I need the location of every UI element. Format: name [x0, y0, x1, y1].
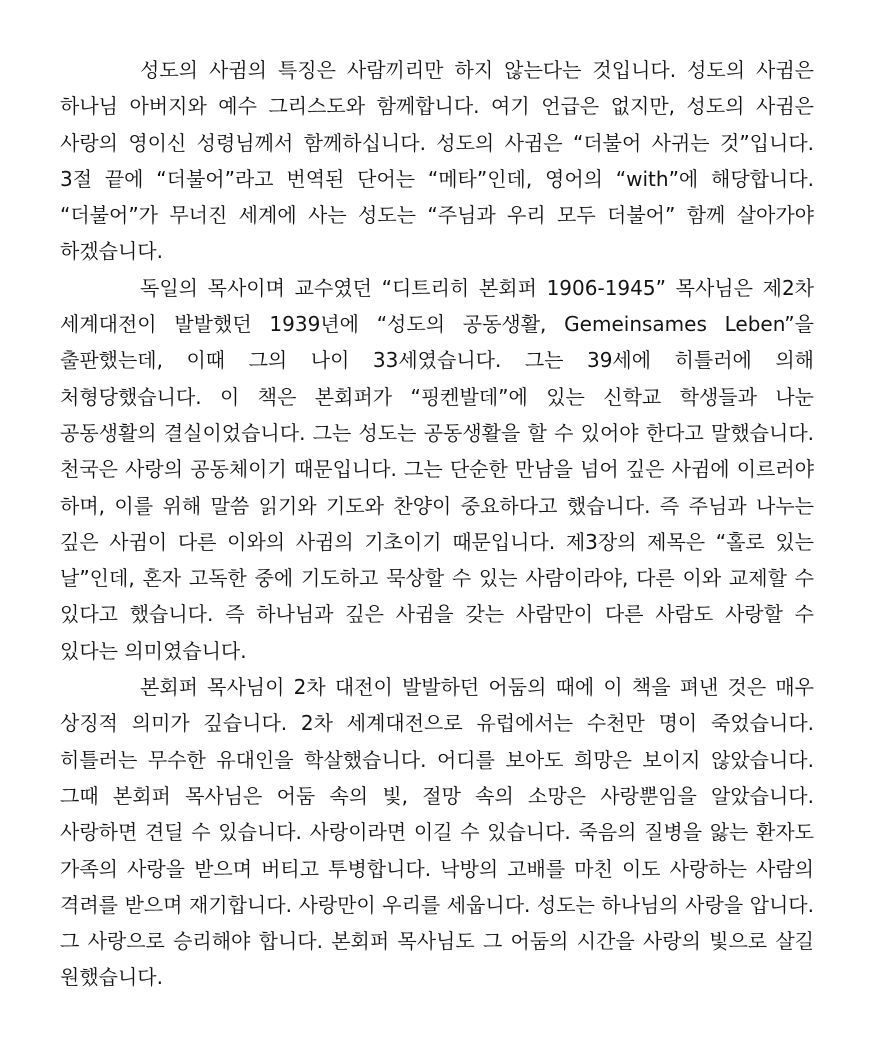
paragraph: 독일의 목사이며 교수였던 “디트리히 본회퍼 1906-1945” 목사님은 제2차 세계대전이 발발했던 1939년에 “성도의 공동생활, Gemeinsames Leben”을 출판했는데, 이때 그의 나이 33세였습니다. 그는 39세에 히틀러에 의해 처형당했습니다. 이 책은 본회퍼가 “핑켄발데”에 있는 신학교 학생들과 나눈 공동생활의 결실이었습니다. 그는 성도는 공동생활을 할 수 있어야 한다고 말했습니다. 천국은 사랑의 공동체이기 때문입니다. 그는 단순한 만남을 넘어 깊은 사귐에 이르러야 하며, 이를 위해 말씀 읽기와 기도와 찬양이 중요하다고 했습니다. 즉 주님과 나누는 깊은 사귐이 다른 이와의 사귐의 기초이기 때문입니다. 제3장의 제목은 “홀로 있는 날”인데, 혼자 고독한 중에 기도하고 묵상할 수 있는 사람이라야, 다른 이와 교제할 수 있다고 했습니다. 즉 하나님과 깊은 사귐을 갖는 사람만이 다른 사람도 사랑할 수 있다는 의미였습니다.	[60, 275, 814, 663]
paragraph: 성도의 사귐의 특징은 사람끼리만 하지 않는다는 것입니다. 성도의 사귐은 하나님 아버지와 예수 그리스도와 함께합니다. 여기 언급은 없지만, 성도의 사귐은 사랑의 영이신 성령님께서 함께하십니다. 성도의 사귐은 “더불어 사귀는 것”입니다. 3절 끝에 “더불어”라고 번역된 단어는 “메타”인데, 영어의 “with”에 해당합니다. “더불어”가 무너진 세계에 사는 성도는 “주님과 우리 모두 더불어” 함께 살아가야 하겠습니다.	[60, 58, 814, 264]
document-body	[60, 52, 814, 996]
paragraph: 본회퍼 목사님이 2차 대전이 발발하던 어둠의 때에 이 책을 펴낸 것은 매우 상징적 의미가 깊습니다. 2차 세계대전으로 유럽에서는 수천만 명이 죽었습니다. 히틀러는 무수한 유대인을 학살했습니다. 어디를 보아도 희망은 보이지 않았습니다. 그때 본회퍼 목사님은 어둠 속의 빛, 절망 속의 소망은 사랑뿐임을 알았습니다. 사랑하면 견딜 수 있습니다. 사랑이라면 이길 수 있습니다. 죽음의 질병을 앓는 환자도 가족의 사랑을 받으며 버티고 투병합니다. 낙방의 고배를 마친 이도 사랑하는 사람의 격려를 받으며 재기합니다. 사랑만이 우리를 세웁니다. 성도는 하나님의 사랑을 압니다. 그 사랑으로 승리해야 합니다. 본회퍼 목사님도 그 어둠의 시간을 사랑의 빛으로 살길 원했습니다.	[60, 675, 814, 990]
